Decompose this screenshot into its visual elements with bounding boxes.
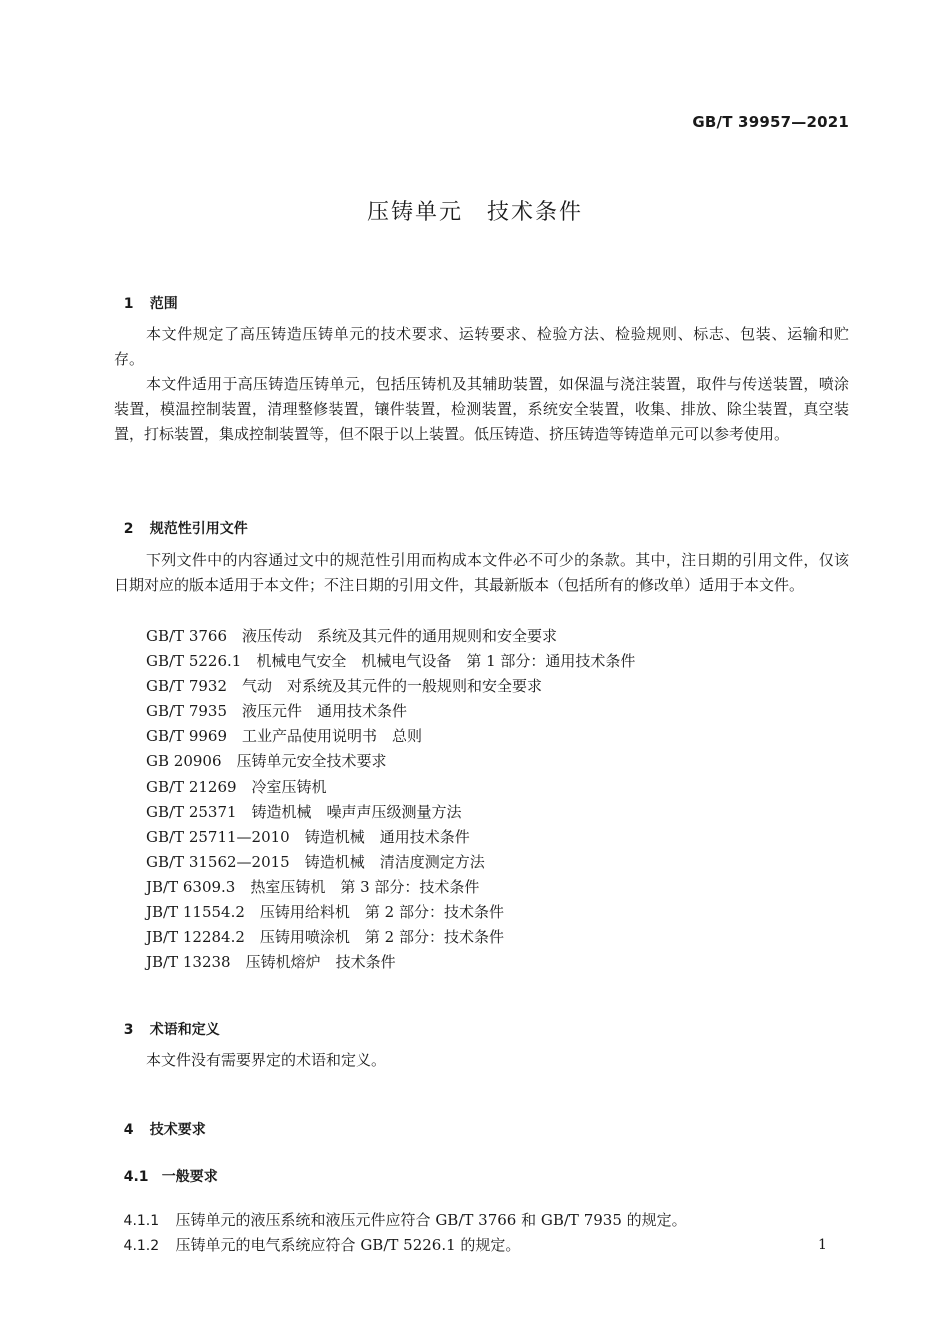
- document-title: 压铸单元 技术条件: [366, 200, 583, 225]
- reference-item: GB/T 7932 气动 对系统及其元件的一般规则和安全要求: [146, 677, 543, 696]
- section-number: 1: [123, 296, 134, 312]
- paragraph: 本文件适用于高压铸造压铸单元，包括压铸机及其辅助装置，如保温与浇注装置，取件与传送装置，喷涂装置，模温控制装置，清理整修装置，镶件装置，检测装置，系统安全装置，收集、排放、除尘装置，真空装置，打标装置，集成控制装置等，但不限于以上装置。低压铸造、挤压铸造等铸造单元可以参考使用。: [114, 375, 849, 443]
- reference-item: GB/T 25371 铸造机械 噪声声压级测量方法: [146, 802, 462, 821]
- reference-item: GB/T 25711—2010 铸造机械 通用技术条件: [146, 827, 470, 846]
- page-number: 1: [818, 1237, 827, 1253]
- section-title: 规范性引用文件: [149, 521, 248, 537]
- paragraph: 本文件规定了高压铸造压铸单元的技术要求、运转要求、检验方法、检验规则、标志、包装、运输和贮存。: [114, 325, 849, 368]
- reference-item: GB 20906 压铸单元安全技术要求: [146, 752, 387, 771]
- reference-item: GB/T 9969 工业产品使用说明书 总则: [146, 727, 423, 746]
- reference-item: GB/T 5226.1 机械电气安全 机械电气设备 第 1 部分：通用技术条件: [146, 652, 636, 671]
- reference-item: GB/T 3766 液压传动 系统及其元件的通用规则和安全要求: [146, 627, 558, 645]
- reference-item: JB/T 11554.2 压铸用给料机 第 2 部分：技术条件: [146, 903, 504, 922]
- section-title: 技术要求: [149, 1122, 206, 1138]
- reference-item: JB/T 13238 压铸机熔炉 技术条件: [146, 953, 396, 972]
- clause-number: 4.1.1: [123, 1213, 160, 1229]
- section-title: 术语和定义: [149, 1022, 220, 1038]
- clause: [114, 1208, 520, 1259]
- section-number: 3: [123, 1022, 134, 1038]
- subsection-heading-general-requirements: [114, 1150, 218, 1186]
- section-heading-terms-definitions: [114, 1003, 220, 1039]
- reference-item: GB/T 7935 液压元件 通用技术条件: [146, 702, 408, 721]
- reference-list: [146, 624, 635, 975]
- reference-item: GB/T 31562—2015 铸造机械 清洁度测定方法: [146, 852, 485, 871]
- subsection-number: 4.1: [123, 1169, 149, 1185]
- clause-text: 压铸单元的液压系统和液压元件应符合 GB/T 3766 和 GB/T 7935 的规定。: [175, 1211, 687, 1229]
- reference-item: JB/T 6309.3 热室压铸机 第 3 部分：技术条件: [146, 877, 480, 896]
- paragraph: 本文件没有需要界定的术语和定义。: [146, 1051, 387, 1069]
- paragraph: 下列文件中的内容通过文中的规范性引用而构成本文件必不可少的条款。其中，注日期的引用文件，仅该日期对应的版本适用于本文件；不注日期的引用文件，其最新版本（包括所有的修改单）适用于本文件。: [114, 551, 849, 594]
- clause-text: 压铸单元的电气系统应符合 GB/T 5226.1 的规定。: [175, 1236, 521, 1254]
- section-heading-normative-references: [114, 502, 248, 538]
- section-number: 4: [123, 1122, 134, 1138]
- section-number: 2: [123, 521, 134, 537]
- reference-item: JB/T 12284.2 压铸用喷涂机 第 2 部分：技术条件: [146, 928, 504, 947]
- section-title: 范围: [149, 296, 178, 312]
- reference-item: GB/T 21269 冷室压铸机: [146, 777, 327, 796]
- subsection-title: 一般要求: [161, 1169, 218, 1185]
- clause-number: 4.1.2: [123, 1238, 160, 1254]
- section-heading-scope: [114, 277, 178, 313]
- section-heading-technical-requirements: [114, 1103, 206, 1139]
- standard-number: GB/T 39957—2021: [692, 113, 849, 131]
